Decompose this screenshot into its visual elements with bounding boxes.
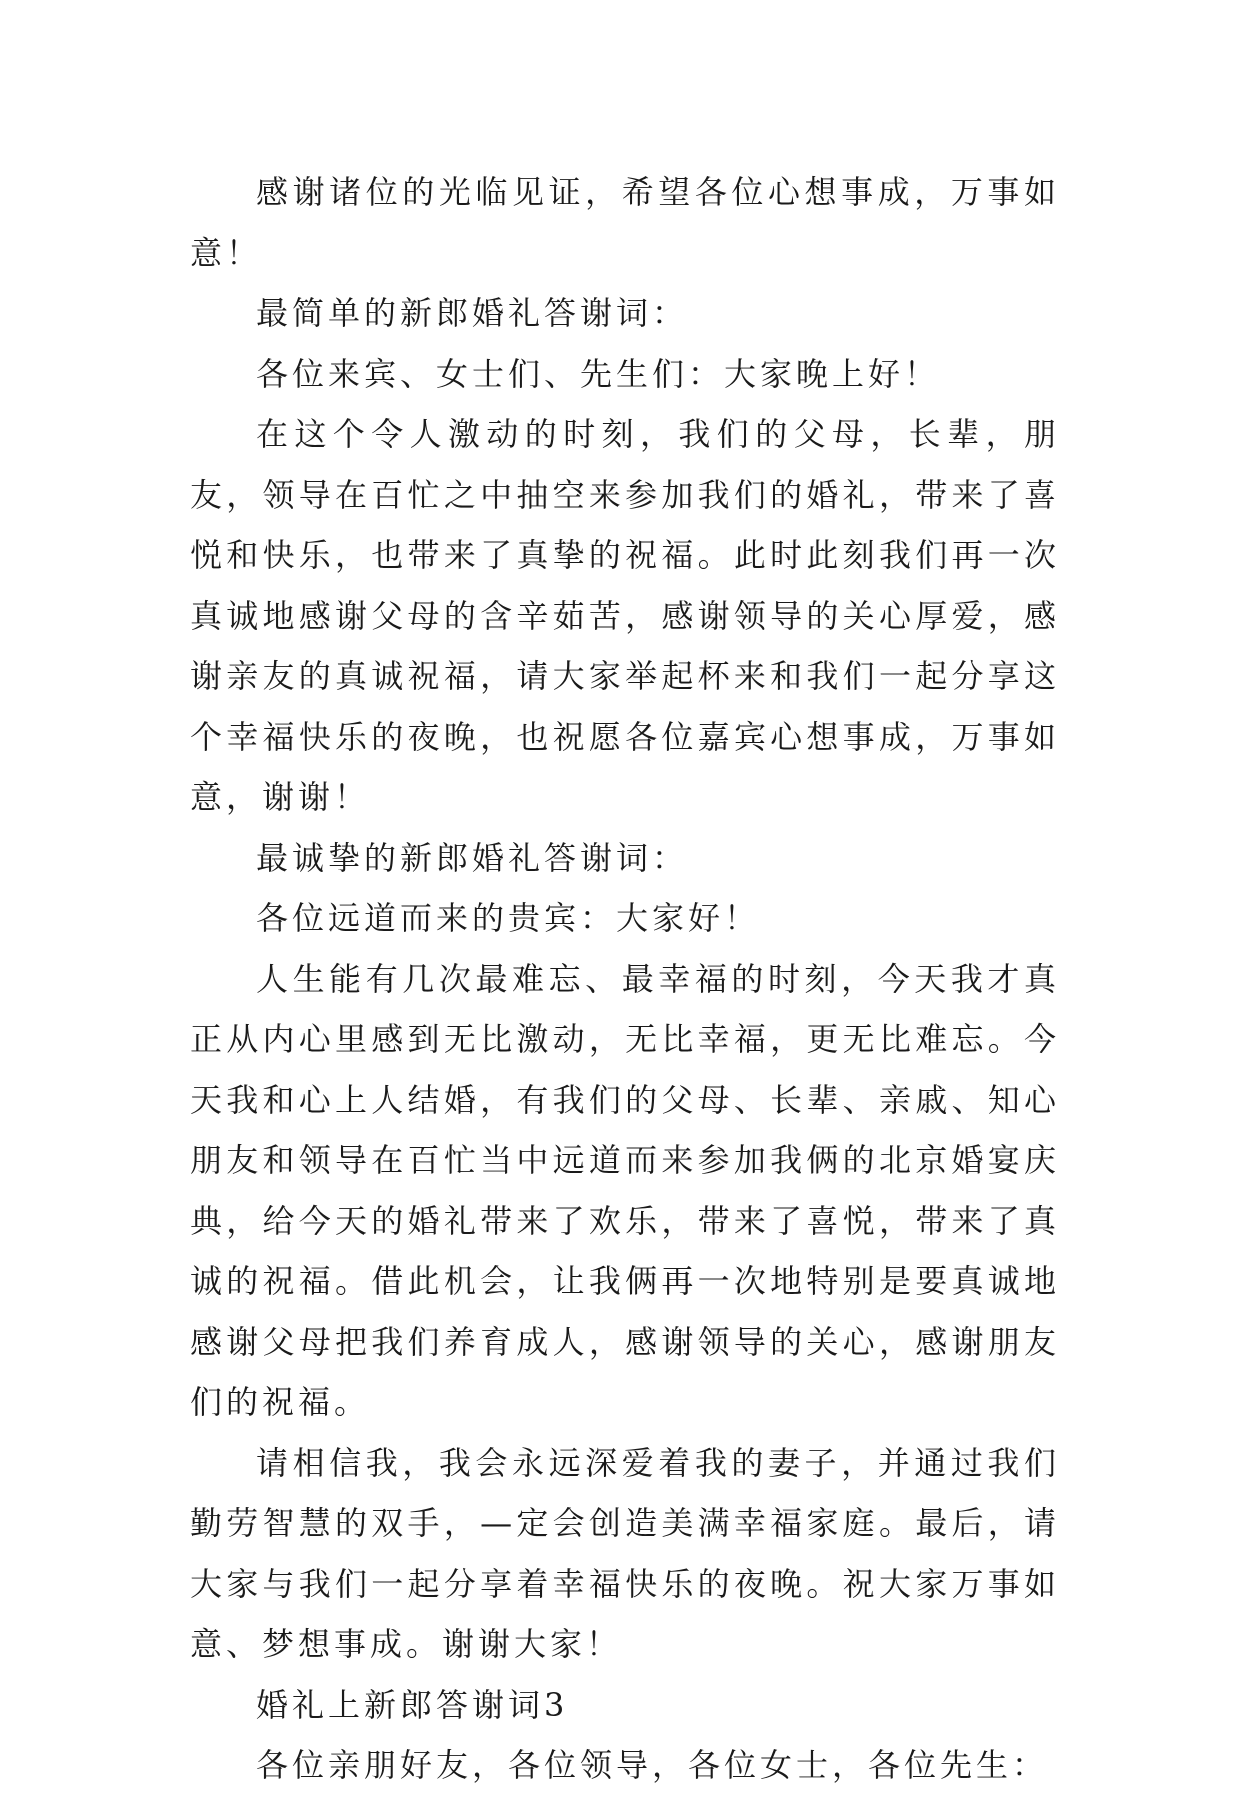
section-heading-simplest-speech: 最简单的新郎婚礼答谢词： — [256, 294, 689, 332]
paragraph-greeting-guests: 各位来宾、女士们、先生们：大家晚上好！ — [256, 354, 941, 393]
paragraph-sincerest-speech-body: 人生能有几次最难忘、最幸福的时刻，今天我才真正从内心里感到无比激动，无比幸福，更无比难忘。今天我和心上人结婚，有我们的父母、长辈、亲戚、知心朋友和领导在百忙当中远道而来参加我俩的北京婚宴庆典，给今天的婚礼带来了欢乐，带来了喜悦，带来了真诚的祝福。借此机会，让我俩再一次地特别是要真诚地感谢父母把我们养育成人，感谢领导的关心，感谢朋友们的祝福。 — [190, 959, 1060, 1421]
section-heading-speech-3: 婚礼上新郎答谢词3 — [256, 1685, 569, 1724]
document-body — [190, 162, 1060, 1796]
paragraph-closing-thanks: 感谢诸位的光临见证，希望各位心想事成，万事如意！ — [190, 173, 1060, 272]
paragraph-greeting-distant-guests: 各位远道而来的贵宾：大家好！ — [256, 899, 761, 937]
paragraph-simplest-speech-body: 在这个令人激动的时刻，我们的父母，长辈，朋友，领导在百忙之中抽空来参加我们的婚礼，带来了喜悦和快乐，也带来了真挚的祝福。此时此刻我们再一次真诚地感谢父母的含辛茹苦，感谢领导的关心厚爱，感谢亲友的真诚祝福，请大家举起杯来和我们一起分享这个幸福快乐的夜晚，也祝愿各位嘉宾心想事成，万事如意，谢谢！ — [190, 415, 1060, 816]
section-heading-sincerest-speech: 最诚挚的新郎婚礼答谢词： — [256, 838, 689, 877]
paragraph-promise-to-wife: 请相信我，我会永远深爱着我的妻子，并通过我们勤劳智慧的双手，—定会创造美满幸福家庭。最后，请大家与我们一起分享着幸福快乐的夜晚。祝大家万事如意、梦想事成。谢谢大家！ — [190, 1443, 1060, 1663]
paragraph-greeting-friends-leaders: 各位亲朋好友，各位领导，各位女士，各位先生： — [256, 1746, 1049, 1784]
